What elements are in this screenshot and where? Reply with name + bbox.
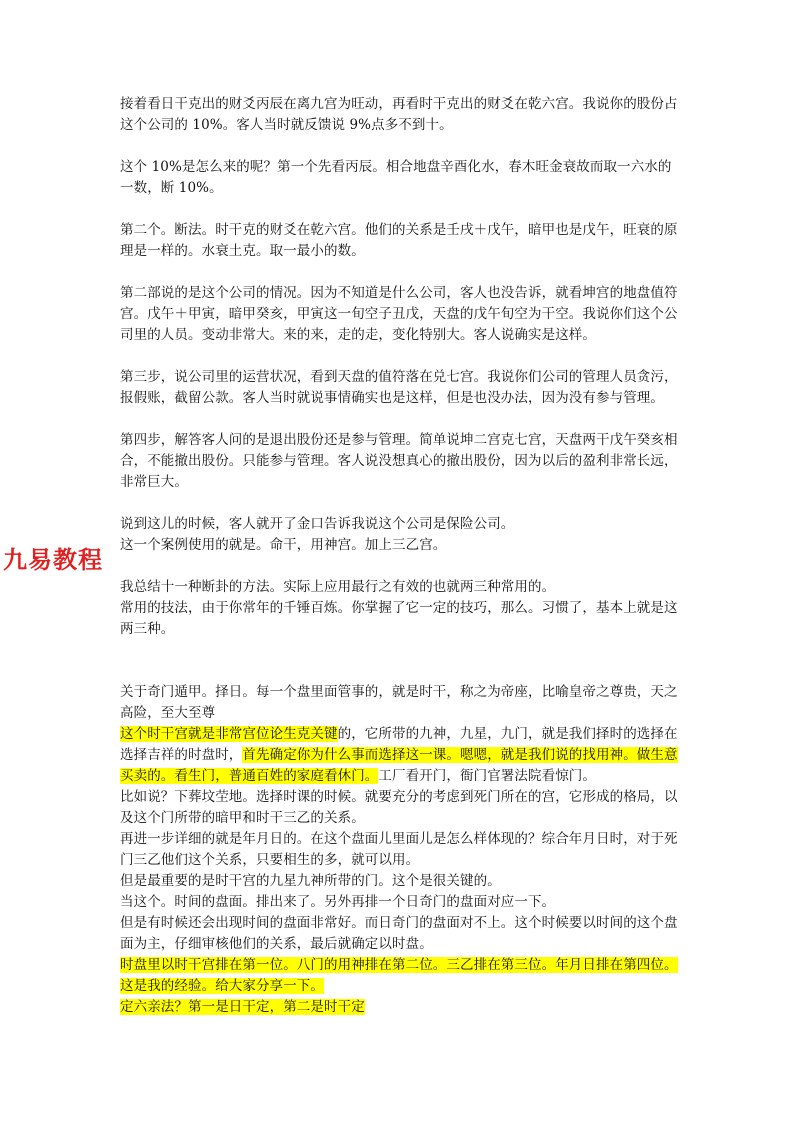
- highlight-text: 定六亲法？第一是日干定，第二是时干定: [120, 999, 365, 1015]
- paragraph-6: 第四步，解答客人问的是退出股份还是参与管理。简单说坤二宫克七宫，天盘两干戊午癸亥相合，不能撤出股份。只能参与管理。客人说没想真心的撤出股份，因为以后的盈利非常长远，非常巨大。: [120, 432, 678, 490]
- highlight-text: 首先确定你为什么事而选择这一课。嗯嗯，就是我们说的找用神。做生意买卖的。看生门，普通百姓的家庭看休门。: [120, 747, 678, 784]
- paragraph-2: 这个 10%是怎么来的呢？第一个先看丙辰。相合地盘辛酉化水，春木旺金衰故而取一六水的一数，断 10%。: [120, 159, 672, 196]
- paragraph-13: 但是最重要的是时干宫的九星九神所带的门。这个是很关键的。: [120, 873, 501, 889]
- paragraph-15: 但是有时候还会出现时间的盘面非常好。而日奇门的盘面对不上。这个时候要以时间的这个盘面为主，仔细审核他们的关系，最后就确定以时盘。: [120, 915, 678, 952]
- paragraph-17: [120, 997, 680, 1018]
- paragraph-14: 当这个。时间的盘面。排出来了。另外再排一个日奇门的盘面对应一下。: [120, 894, 556, 910]
- paragraph-8a: 我总结十一种断卦的方法。实际上应用最行之有效的也就两三种常用的。: [120, 579, 556, 595]
- paragraph-11: 比如说？下葬坟茔地。选择时课的时候。就要充分的考虑到死门所在的宫，它形成的格局，以及这个门所带的暗甲和时干三乙的关系。: [120, 789, 678, 826]
- paragraph-5: 第三步，说公司里的运营状况，看到天盘的值符落在兑七宫。我说你们公司的管理人员贪污，报假账，截留公款。客人当时就说事情确实也是这样，但是也没办法，因为没有参与管理。: [120, 369, 678, 406]
- paragraph-9: 关于奇门遁甲。择日。每一个盘里面管事的，就是时干，称之为帝座，比喻皇帝之尊贵，天之高险，至大至尊: [120, 684, 678, 721]
- plain-text: 的，它所带的九神，九星，九门，就是我们择时的选择在选择吉祥的时盘时，: [120, 726, 678, 763]
- paragraph-10: [120, 724, 680, 787]
- paragraph-16: [120, 955, 680, 997]
- paragraph-8b: 常用的技法，由于你常年的千锤百炼。你掌握了它一定的技巧，那么。习惯了，基本上就是这两三种。: [120, 600, 678, 637]
- paragraph-12: 再进一步详细的就是年月日的。在这个盘面儿里面儿是怎么样体现的？综合年月日时，对于死门三乙他们这个关系，只要相生的多，就可以用。: [120, 831, 678, 868]
- paragraph-1: 接着看日干克出的财爻丙辰在离九宫为旺动，再看时干克出的财爻在乾六宫。我说你的股份占这个公司的 10%。客人当时就反馈说 9%点多不到十。: [120, 96, 678, 133]
- plain-text: 工厂看开门，衙门官署法院看惊门。: [378, 768, 597, 784]
- paragraph-7b: 这一个案例使用的就是。命干，用神宫。加上三乙宫。: [120, 537, 447, 553]
- paragraph-3: 第二个。断法。时干克的财爻在乾六宫。他们的关系是壬戌＋戊午，暗甲也是戊午，旺衰的原理是一样的。水衰土克。取一最小的数。: [120, 222, 678, 259]
- document-body: [120, 94, 680, 1018]
- highlight-text: 时盘里以时干宫排在第一位。八门的用神排在第二位。三乙排在第三位。年月日排在第四位。这是我的经验。给大家分享一下。: [120, 957, 678, 994]
- watermark-logo: 九易教程: [3, 546, 103, 574]
- paragraph-4: 第二部说的是这个公司的情况。因为不知道是什么公司，客人也没告诉，就看坤宫的地盘值符宫。戊午＋甲寅，暗甲癸亥，甲寅这一旬空子丑戊，天盘的戊午旬空为干空。我说你们这个公司里的人员。变动非常大。来的来，走的走，变化特别大。客人说确实是这样。: [120, 285, 678, 343]
- paragraph-7a: 说到这儿的时候，客人就开了金口告诉我说这个公司是保险公司。: [120, 516, 515, 532]
- highlight-text: 这个时干宫就是非常宫位论生克关键: [120, 726, 338, 742]
